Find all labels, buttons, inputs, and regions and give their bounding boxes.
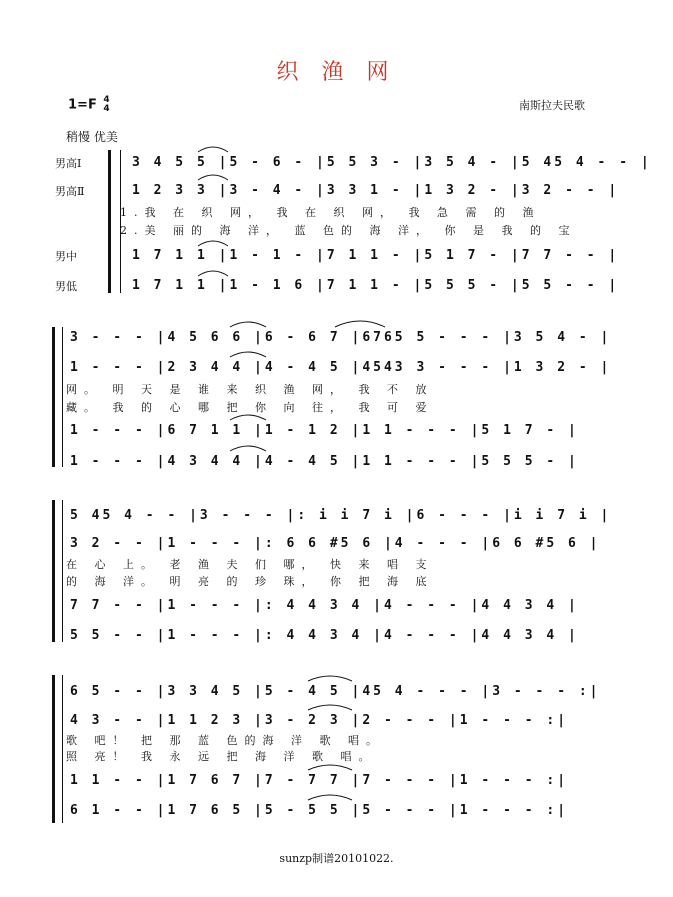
system-1-lyric-verse2: 2.美 丽的 海 洋， 蓝 色的 海 洋， 你 是 我 的 宝	[120, 224, 577, 237]
part-name-tenor1: 男高Ⅰ	[55, 157, 82, 170]
system-2-baritone-notes: 1 - - - |6 7 1 1 |1 - 1 2 |1 1 - - - |5 1 7 - |	[70, 423, 579, 438]
system-1-baritone-notes: 1 7 1 1 |1 - 1 - |7 1 1 - |5 1 7 - |7 7 - - |	[132, 248, 620, 263]
system-4-tenor2-notes: 4 3 - - |1 1 2 3 |3 - 2 3 |2 - - - |1 - - - :|	[70, 713, 569, 728]
slur-mark	[308, 676, 352, 681]
time-top: 4	[103, 95, 110, 105]
composer-credit: 南斯拉夫民歌	[519, 99, 585, 112]
part-name-tenor2: 男高Ⅱ	[55, 185, 85, 198]
system-4-lyric-verse1: 歌 吧！ 把 那 蓝 色的海 洋 歌 唱。	[66, 734, 384, 747]
slur-mark	[308, 765, 352, 770]
system-1-bass-notes: 1 7 1 1 |1 - 1 6 |7 1 1 - |5 5 5 - |5 5 - - |	[132, 278, 620, 293]
system-1-tenor1-notes: 3 4 5 5 |5 - 6 - |5 5 3 - |3 5 4 - |5 45 4 - - |	[132, 155, 652, 170]
slur-mark	[335, 321, 385, 327]
system-1-lyric-verse1: 1.我 在 织 网， 我 在 织 网， 我 急 需 的 渔	[120, 206, 541, 219]
system-3-lyric-verse1: 在 心 上。 老 渔 夫 们 哪， 快 来 唱 支	[66, 558, 434, 571]
slur-mark	[230, 415, 266, 420]
key-label: 1=F	[68, 97, 97, 113]
slur-mark	[230, 446, 266, 451]
system-2-tenor2-notes: 1 - - - |2 3 4 4 |4 - 4 5 |4543 3 - - - |1 3 2 - |	[70, 360, 612, 375]
system-2-lyric-verse2: 藏。 我 的 心 哪 把 你 向 往， 我 可 爱	[66, 401, 434, 414]
slur-mark	[230, 322, 266, 327]
part-name-bass: 男低	[55, 280, 77, 293]
system-4-tenor1-notes: 6 5 - - |3 3 4 5 |5 - 4 5 |45 4 - - - |3 - - - :|	[70, 684, 601, 699]
system-4-bass-notes: 6 1 - - |1 7 6 5 |5 - 5 5 |5 - - - |1 - - - :|	[70, 803, 569, 818]
slur-mark	[198, 175, 228, 180]
system-3-bass-notes: 5 5 - - |1 - - - |: 4 4 3 4 |4 - - - |4 4 3 4 |	[70, 628, 579, 643]
part-name-baritone: 男中	[55, 250, 77, 263]
system-3-lyric-verse2: 的 海 洋。 明 亮 的 珍 珠， 你 把 海 底	[66, 575, 434, 588]
time-bottom: 4	[103, 104, 110, 114]
system-3-tenor1-notes: 5 45 4 - - |3 - - - |: i i 7 i |6 - - - |i i 7 i |	[70, 508, 612, 523]
page-title: 织 渔 网	[276, 60, 397, 85]
system-4-lyric-verse2: 照 亮！ 我 永 远 把 海 洋 歌 唱。	[66, 750, 377, 763]
system-4-baritone-notes: 1 1 - - |1 7 6 7 |7 - 7 7 |7 - - - |1 - - - :|	[70, 773, 569, 788]
slur-mark	[308, 795, 352, 800]
system-2-bass-notes: 1 - - - |4 3 4 4 |4 - 4 5 |1 1 - - - |5 5 5 - |	[70, 454, 579, 469]
system-1-tenor2-notes: 1 2 3 3 |3 - 4 - |3 3 1 - |1 3 2 - |3 2 - - |	[132, 183, 620, 198]
system-2-tenor1-notes: 3 - - - |4 5 6 6 |6 - 6 7 |6765 5 - - - |3 5 4 - |	[70, 330, 612, 345]
system-3-baritone-notes: 7 7 - - |1 - - - |: 4 4 3 4 |4 - - - |4 4 3 4 |	[70, 598, 579, 613]
system-3-tenor2-notes: 3 2 - - |1 - - - |: 6 6 #5 6 |4 - - - |6 6 #5 6 |	[70, 536, 601, 551]
slur-mark	[308, 705, 352, 710]
slur-mark	[198, 147, 228, 152]
slur-mark	[198, 241, 228, 246]
tempo-marking: 稍慢 优美	[66, 130, 118, 144]
slur-mark	[230, 352, 266, 357]
footer-credit: sunzp制谱20101022.	[279, 852, 394, 865]
system-2-lyric-verse1: 网。 明 天 是 谁 来 织 渔 网， 我 不 放	[66, 383, 434, 396]
slur-mark	[198, 271, 228, 276]
